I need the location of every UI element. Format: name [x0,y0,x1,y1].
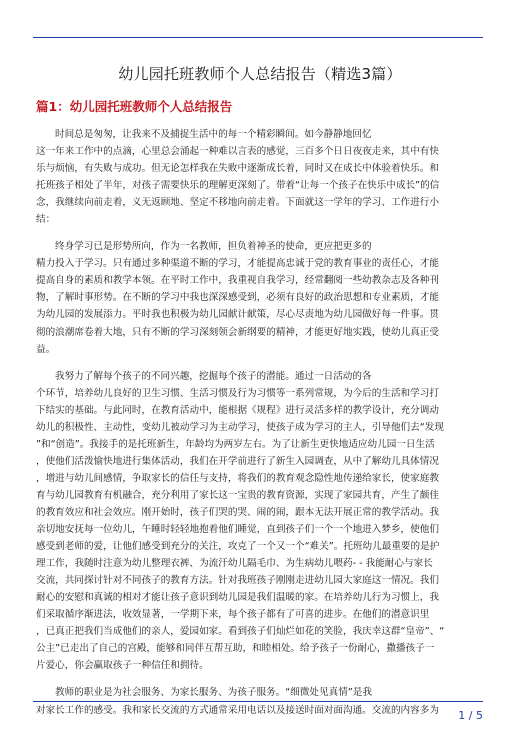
page-indicator: 1 / 5 [458,709,483,722]
footer-rule [33,701,483,702]
text-line: ”和“创造”。我接手的是托班新生，年龄均为两岁左右。为了让新生更快地适应幼儿园一日生活 [36,438,435,450]
paragraph-gap [36,674,486,684]
document-title: 幼儿园托班教师个人总结报告（精选3篇） [118,65,402,83]
text-line: 彻的浪潮席卷着大地，只有不断的学习深刻领会新纲要的精神，才能更好地实践，使幼儿真正受 [36,326,439,338]
text-line: 结： [36,214,56,226]
text-line: 乐与烦恼，有失败与成功。但无论怎样我在失败中逐渐成长着，同时又在成长中体验着快乐。和 [36,163,439,175]
text-line: 教师的职业是为社会服务、为家长服务、为孩子服务。“细微处见真情”是我 [55,687,372,699]
text-line: 我努力了解每个孩子的不同兴趣，挖掘每个孩子的潜能。通过一日活动的各 [55,370,372,382]
text-line: 片爱心，你会赢取孩子一种信任和拥待。 [36,660,209,672]
text-line: 为幼儿园的发展添力。平时我也积极为幼儿园献计献策，尽心尽责地为幼儿园做好每一件事。贯 [36,309,439,321]
text-line: ，增进与幼儿间感情，争取家长的信任与支持，将我们的教育观念隐性地传递给家长，使家庭教 [36,472,439,484]
text-line: ，使他们活泼愉快地进行集体活动，我们在开学前进行了新生入园调查，从中了解幼儿具体情况 [36,455,439,467]
text-line: 托班孩子相处了半年，对孩子需要快乐的理解更深刻了。带着“让每一个孩子在快乐中成长”的信 [36,180,440,192]
text-line: 育与幼儿园教育有机融合，充分利用了家长这一宝贵的教育资源，实现了家园共育，产生了颇佳 [36,489,439,501]
text-line: 物，了解时事形势。在不断的学习中我也深深感受到，必须有良好的政治思想和专业素质，才能 [36,292,439,304]
text-line: 幼儿的积极性、主动性，变幼儿被动学习为主动学习，使孩子成为学习的主人，引导他们去“发现 [36,421,444,433]
header-rule [33,37,483,38]
text-line: 精力投入于学习。只有通过多种渠道不断的学习，才能提高忠诚于党的教育事业的责任心，才能 [36,258,439,270]
paragraph [36,238,486,357]
paragraph-gap [36,228,486,238]
text-line: 益。 [36,343,56,355]
text-line: 的教育效应和社会效应。刚开始时，孩子们哭的哭、闹的闹，跟本无法开展正常的教学活动。我 [36,506,439,518]
text-line: 公主”已走出了自己的宫殿，能够和同伴互帮互助，和睦相处。给予孩子一份耐心，撒播孩子一 [36,643,435,655]
text-line: 们采取循序渐进法，收效显著，一学期下来，每个孩子都有了可喜的进步。在他们的潜意识里 [36,609,430,621]
section-title: 篇1：幼儿园托班教师个人总结报告 [36,99,233,114]
text-line: 终身学习已是形势所向，作为一名教师，担负着神圣的使命，更应把更多的 [55,241,372,253]
document-body [36,126,486,719]
text-line: 念，我继续向前走着，义无返顾地、坚定不移地向前走着。下面就这一学年的学习、工作进行小 [36,197,439,209]
text-line: 亲切地安抚每一位幼儿，午睡时轻轻地抱着他们睡觉，直到孩子们一个一个地进入梦乡，使他们 [36,524,439,536]
text-line: 时间总是匆匆，让我来不及捕捉生活中的每一个精彩瞬间。如今静静地回忆 [55,129,372,140]
paragraph [36,368,486,675]
text-line: 理工作，我随时注意为幼儿整理衣裤、为流汗幼儿隔毛巾、为生病幼儿喂药- - 我能耐心与家长 [36,558,433,570]
paragraph-gap [36,358,486,368]
text-line: 个环节，培养幼儿良好的卫生习惯、生活习惯及行为习惯等一系列常规，为今后的生活和学习打 [36,387,439,399]
text-line: 交流，共同探讨针对不同孩子的教育方法。针对我班孩子刚刚走进幼儿园大家庭这一情况。我们 [36,575,439,587]
text-line: 这一年来工作中的点滴，心里总会涌起一种难以言表的感觉，三百多个日日夜夜走来，其中有快 [36,146,439,158]
text-line: 下结实的基础。与此同时，在教育活动中，能根据《规程》进行灵活多样的教学设计，充分调动 [36,404,439,416]
text-line: 对家长工作的感受。我和家长交流的方式通常采用电话以及接送时面对面沟通。交流的内容多为 [36,704,439,716]
text-line: 感受到老师的爱，让他们感受到充分的关注，攻克了一个又一个“难关”。托班幼儿最重要的是护 [36,541,440,553]
text-line: 提高自身的素质和教学本领。在平时工作中，我重视自我学习，经常翻阅一些幼教杂志及各种刊 [36,275,439,287]
paragraph [36,126,486,228]
text-line: 耐心的安慰和真诚的相对才能让孩子意识到幼儿园是我们温暖的家。在培养幼儿行为习惯上，我 [36,592,439,604]
text-line: ，已真正把我们当成他们的亲人，爱园如家。看到孩子们灿烂如花的笑脸，我庆幸这群“皇帝”、“ [36,626,445,638]
